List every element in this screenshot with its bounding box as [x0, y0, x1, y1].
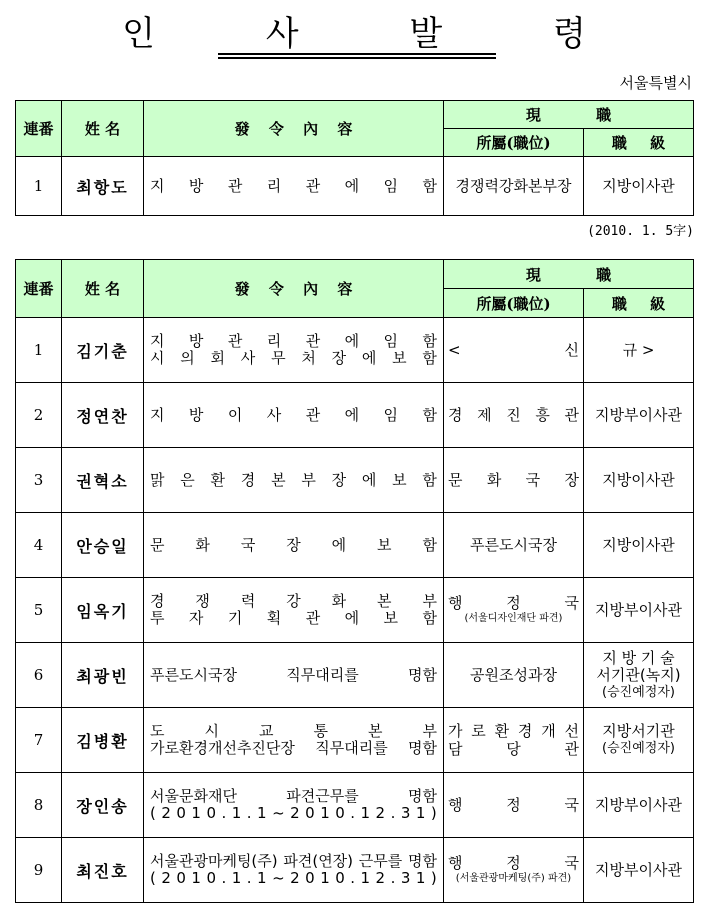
appointment-table-2	[15, 259, 694, 903]
current-grade	[584, 157, 694, 216]
current-dept	[444, 318, 584, 383]
table-row	[16, 383, 694, 448]
order-content	[144, 708, 444, 773]
current-dept	[444, 448, 584, 513]
row-number: 2	[16, 383, 62, 448]
current-dept	[444, 157, 584, 216]
current-dept	[444, 773, 584, 838]
current-grade	[584, 318, 694, 383]
grade-line: 규 >	[622, 340, 655, 359]
current-dept	[444, 708, 584, 773]
table-row	[16, 773, 694, 838]
person-name: 임옥기	[62, 578, 144, 643]
order-line: 맑 은 환 경 본 부 장 에 보 함	[150, 470, 437, 489]
row-number: 9	[16, 838, 62, 903]
header-no: 連番	[16, 101, 62, 157]
order-line: 지 방 이 사 관 에 임 함	[150, 405, 437, 424]
dept-line: 행 정 국	[448, 854, 579, 872]
order-line: 푸른도시국장 직무대리를 명함	[150, 665, 437, 684]
row-number: 8	[16, 773, 62, 838]
order-content	[144, 383, 444, 448]
grade-line: 지방부이사관	[595, 600, 682, 619]
current-dept	[444, 838, 584, 903]
table-row	[16, 708, 694, 773]
order-line: 문 화 국 장 에 보 함	[150, 535, 437, 554]
dept-line: < 신	[448, 341, 579, 359]
order-content	[144, 513, 444, 578]
order-content	[144, 838, 444, 903]
header-no: 連番	[16, 260, 62, 318]
dept-line: 행 정 국	[448, 594, 579, 612]
dept-line: 행 정 국	[448, 796, 579, 814]
person-name: 정연찬	[62, 383, 144, 448]
current-grade	[584, 383, 694, 448]
effective-date: (2010. 1. 5字)	[587, 224, 694, 239]
row-number: 5	[16, 578, 62, 643]
order-line: 서울문화재단 파견근무를 명함	[150, 787, 437, 805]
person-name: 최진호	[62, 838, 144, 903]
row-number: 1	[16, 157, 62, 216]
grade-line: 지방이사관	[602, 470, 675, 489]
current-grade	[584, 513, 694, 578]
header-grade: 職 級	[584, 129, 694, 157]
header-dept: 所屬(職位)	[444, 129, 584, 157]
grade-line: 서기관(녹지)	[596, 665, 681, 684]
header-grade: 職 級	[584, 289, 694, 318]
table-row	[16, 513, 694, 578]
person-name: 최광빈	[62, 643, 144, 708]
header-current: 現 職	[444, 101, 694, 129]
row-number: 7	[16, 708, 62, 773]
order-content	[144, 773, 444, 838]
table-row	[16, 643, 694, 708]
grade-line: 지방서기관	[602, 722, 675, 740]
table-row	[16, 157, 694, 216]
header-name: 姓 名	[62, 101, 144, 157]
person-name: 김병환	[62, 708, 144, 773]
table-row	[16, 838, 694, 903]
grade-line: 지방부이사관	[595, 405, 682, 424]
order-line: 도 시 교 통 본 부	[150, 722, 437, 740]
current-grade	[584, 578, 694, 643]
row-number: 4	[16, 513, 62, 578]
current-grade	[584, 773, 694, 838]
title-underline	[218, 53, 496, 59]
page-title: 인 사 발 령	[122, 14, 636, 54]
order-content	[144, 643, 444, 708]
person-name: 장인송	[62, 773, 144, 838]
person-name: 최항도	[62, 157, 144, 216]
order-line: 가로환경개선추진단장 직무대리를 명함	[150, 739, 437, 757]
current-dept	[444, 643, 584, 708]
current-grade	[584, 643, 694, 708]
row-number: 6	[16, 643, 62, 708]
table-row	[16, 448, 694, 513]
order-line: 경 쟁 력 강 화 본 부	[150, 592, 437, 610]
dept-line: 경 제 진 흥 관	[448, 406, 579, 424]
dept-line: 푸른도시국장	[470, 536, 557, 554]
order-line: 시 의 회 사 무 처 장 에 보 함	[150, 349, 437, 367]
order-line: 지 방 관 리 관 에 임 함	[150, 176, 437, 195]
appointment-table-1	[15, 100, 694, 216]
order-content	[144, 578, 444, 643]
current-grade	[584, 838, 694, 903]
organization-name: 서울특별시	[619, 74, 692, 92]
current-dept	[444, 383, 584, 448]
row-number: 1	[16, 318, 62, 383]
current-grade	[584, 448, 694, 513]
grade-line: 지방부이사관	[595, 795, 682, 814]
dept-line: 문 화 국 장	[448, 471, 579, 489]
dept-line: 가 로 환 경 개 선	[448, 722, 579, 740]
grade-line: (승진예정자)	[602, 684, 675, 700]
grade-line: 지 방 기 술	[602, 648, 675, 667]
row-number: 3	[16, 448, 62, 513]
person-name: 권혁소	[62, 448, 144, 513]
table-row	[16, 318, 694, 383]
header-name: 姓 名	[62, 260, 144, 318]
order-content	[144, 318, 444, 383]
order-line: 서울관광마케팅(주) 파견(연장) 근무를 명함	[150, 852, 437, 870]
grade-line: 지방이사관	[602, 176, 675, 195]
current-dept	[444, 578, 584, 643]
dept-line: 공원조성과장	[470, 666, 557, 684]
header-order: 發 令 內 容	[144, 260, 444, 318]
grade-line: (승진예정자)	[602, 741, 675, 756]
header-dept: 所屬(職位)	[444, 289, 584, 318]
current-grade	[584, 708, 694, 773]
order-line: 지 방 관 리 관 에 임 함	[150, 332, 437, 350]
order-line: ( 2 0 1 0 . 1 . 1 ~ 2 0 1 0 . 1 2 . 3 1 )	[150, 869, 437, 887]
dept-note: (서울관광마케팅(주) 파견)	[455, 873, 572, 884]
order-line: ( 2 0 1 0 . 1 . 1 ~ 2 0 1 0 . 1 2 . 3 1 )	[150, 804, 437, 822]
current-dept	[444, 513, 584, 578]
order-line: 투 자 기 획 관 에 보 함	[150, 609, 437, 627]
grade-line: 지방이사관	[602, 535, 675, 554]
header-order: 發 令 內 容	[144, 101, 444, 157]
dept-note: (서울디자인재단 파견)	[464, 613, 563, 624]
grade-line: 지방부이사관	[595, 860, 682, 879]
dept-line: 담 당 관	[448, 740, 579, 758]
order-content	[144, 448, 444, 513]
person-name: 안승일	[62, 513, 144, 578]
table-row	[16, 578, 694, 643]
order-content	[144, 157, 444, 216]
person-name: 김기춘	[62, 318, 144, 383]
header-current: 現 職	[444, 260, 694, 289]
dept-line: 경쟁력강화본부장	[455, 177, 572, 195]
